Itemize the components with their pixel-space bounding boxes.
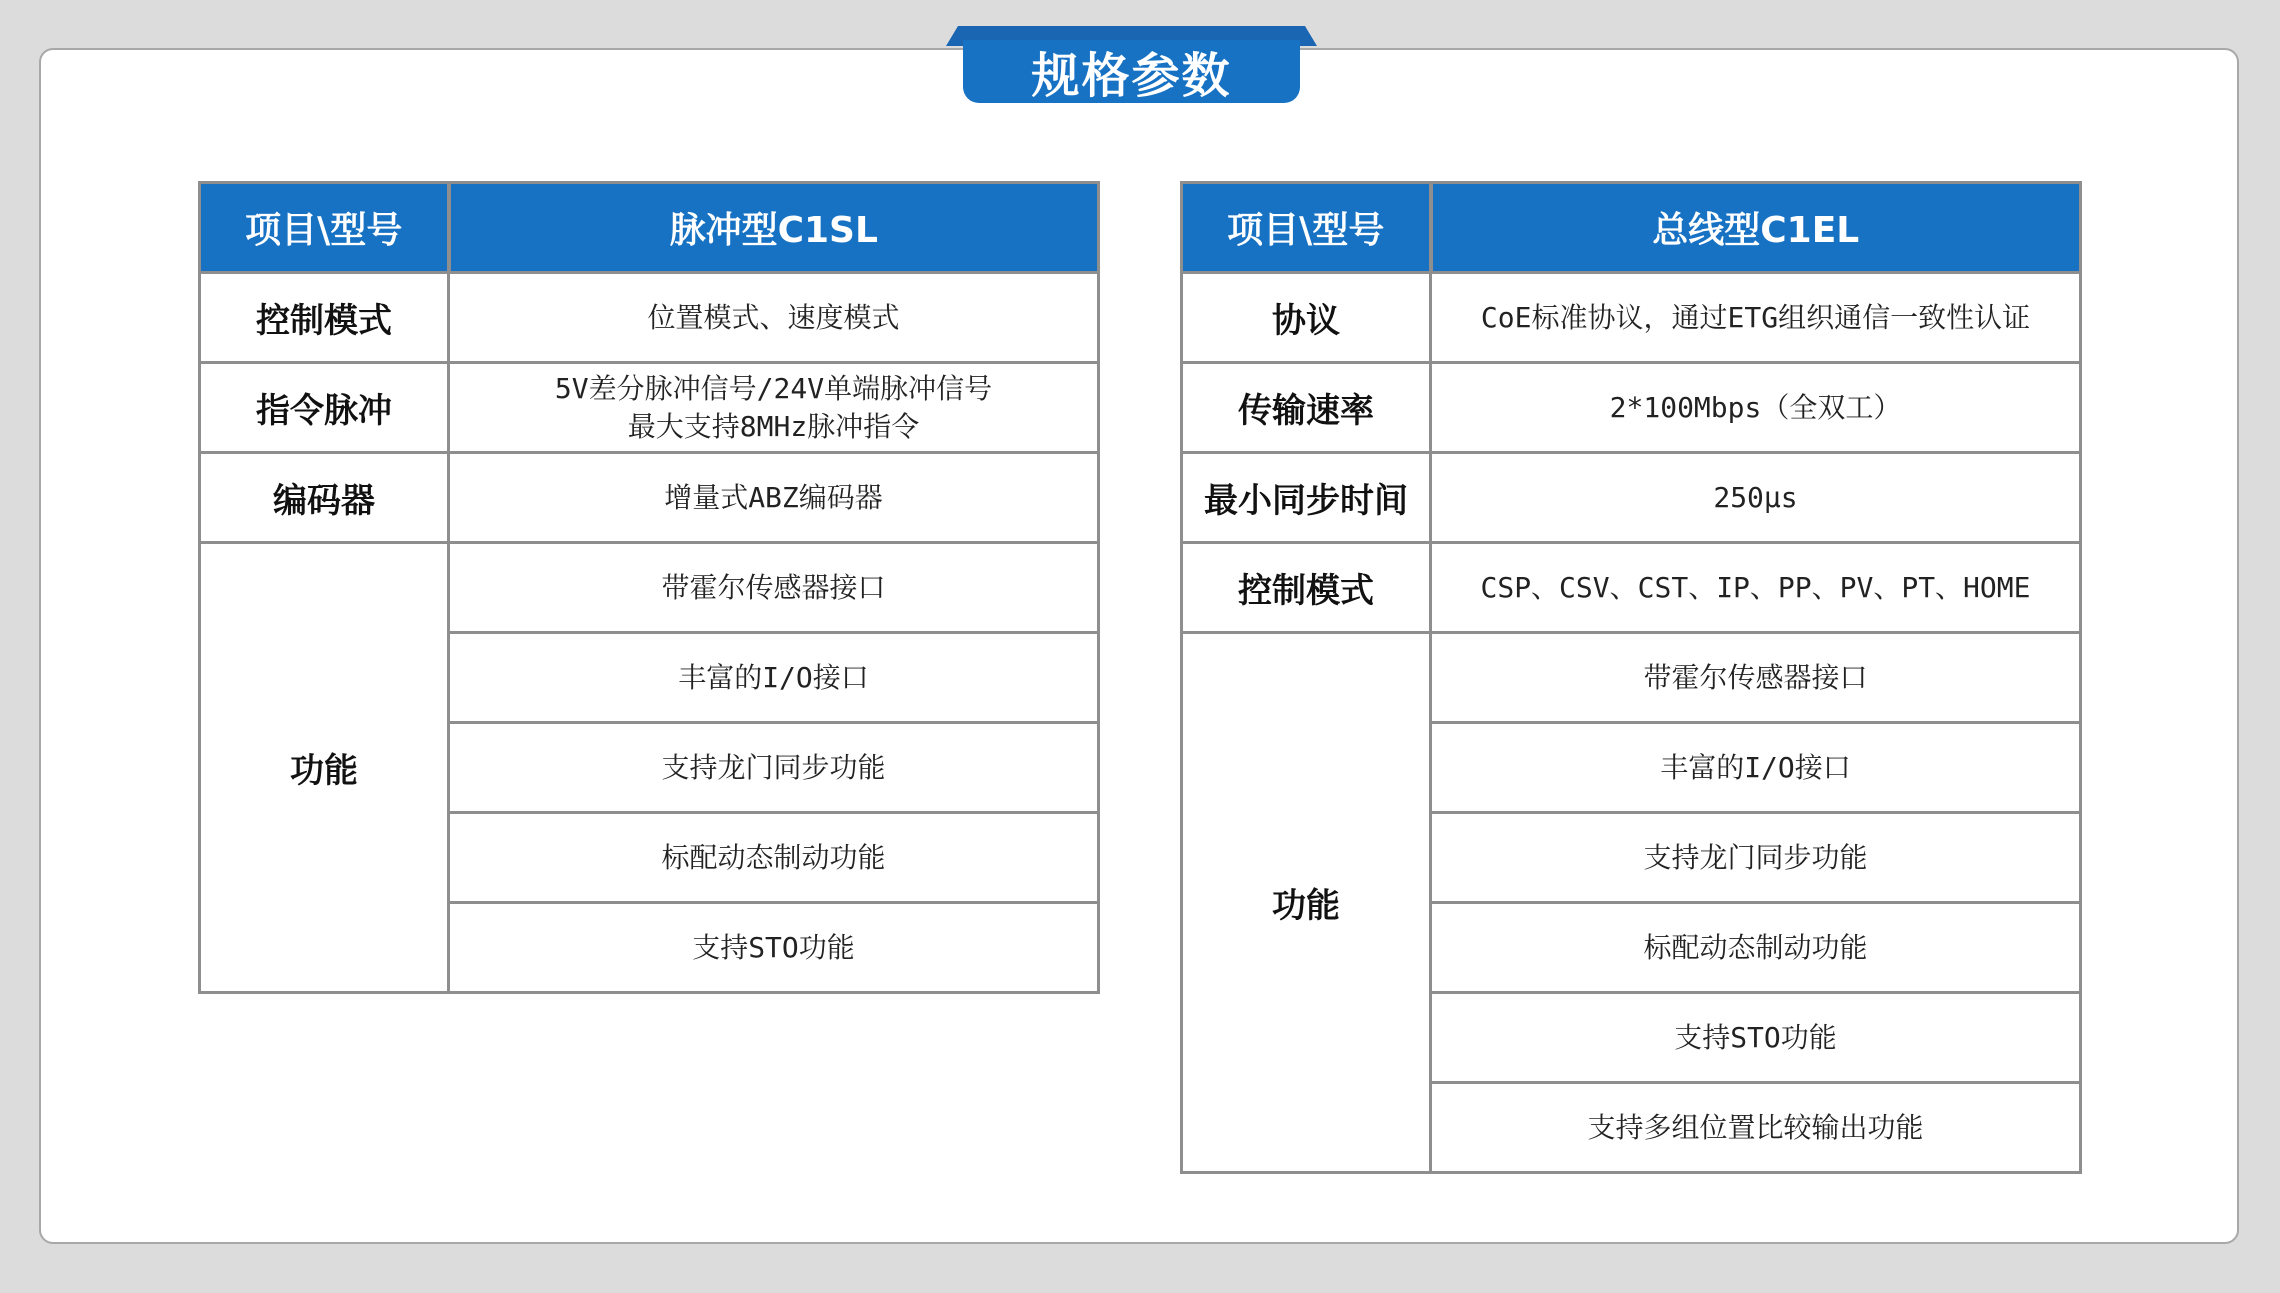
table-row: [1182, 453, 2081, 543]
row-label: 传输速率: [1182, 363, 1431, 453]
table-row: [1182, 363, 2081, 453]
function-item: 支持多组位置比较输出功能: [1431, 1083, 2081, 1173]
row-value: CoE标准协议，通过ETG组织通信一致性认证: [1431, 273, 2081, 363]
table-row: [200, 543, 1099, 633]
table-row: [200, 273, 1099, 363]
table-header-row: [200, 183, 1099, 273]
header-model-name: 总线型C1EL: [1431, 183, 2081, 273]
row-value: 位置模式、速度模式: [449, 273, 1099, 363]
page-title: 规格参数: [963, 40, 1300, 103]
row-label: 控制模式: [200, 273, 449, 363]
table-row: [200, 453, 1099, 543]
function-item: 丰富的I/O接口: [449, 633, 1099, 723]
function-item: 支持龙门同步功能: [449, 723, 1099, 813]
title-tab: [946, 26, 1317, 104]
row-value: CSP、CSV、CST、IP、PP、PV、PT、HOME: [1431, 543, 2081, 633]
table-header-row: [1182, 183, 2081, 273]
header-item-model: 项目\型号: [1182, 183, 1431, 273]
function-label: 功能: [1182, 633, 1431, 1173]
row-label: 协议: [1182, 273, 1431, 363]
function-item: 支持龙门同步功能: [1431, 813, 2081, 903]
function-item: 支持STO功能: [1431, 993, 2081, 1083]
row-label: 指令脉冲: [200, 363, 449, 453]
bus-spec-table: [1180, 181, 2082, 1174]
pulse-spec-table: [198, 181, 1100, 994]
row-value: [449, 363, 1099, 453]
function-item: 支持STO功能: [449, 903, 1099, 993]
function-item: 标配动态制动功能: [1431, 903, 2081, 993]
function-label: 功能: [200, 543, 449, 993]
table-row: [1182, 273, 2081, 363]
row-value-line: 最大支持8MHz脉冲指令: [627, 409, 920, 443]
table-row: [200, 363, 1099, 453]
row-value: 250μs: [1431, 453, 2081, 543]
function-item: 标配动态制动功能: [449, 813, 1099, 903]
row-label: 控制模式: [1182, 543, 1431, 633]
row-value-line: 5V差分脉冲信号/24V单端脉冲信号: [554, 371, 993, 405]
table-row: [1182, 633, 2081, 723]
header-model-name: 脉冲型C1SL: [449, 183, 1099, 273]
function-item: 带霍尔传感器接口: [449, 543, 1099, 633]
function-item: 丰富的I/O接口: [1431, 723, 2081, 813]
row-value: 增量式ABZ编码器: [449, 453, 1099, 543]
header-item-model: 项目\型号: [200, 183, 449, 273]
table-row: [1182, 543, 2081, 633]
function-item: 带霍尔传感器接口: [1431, 633, 2081, 723]
row-label: 最小同步时间: [1182, 453, 1431, 543]
row-label: 编码器: [200, 453, 449, 543]
row-value: 2*100Mbps（全双工）: [1431, 363, 2081, 453]
